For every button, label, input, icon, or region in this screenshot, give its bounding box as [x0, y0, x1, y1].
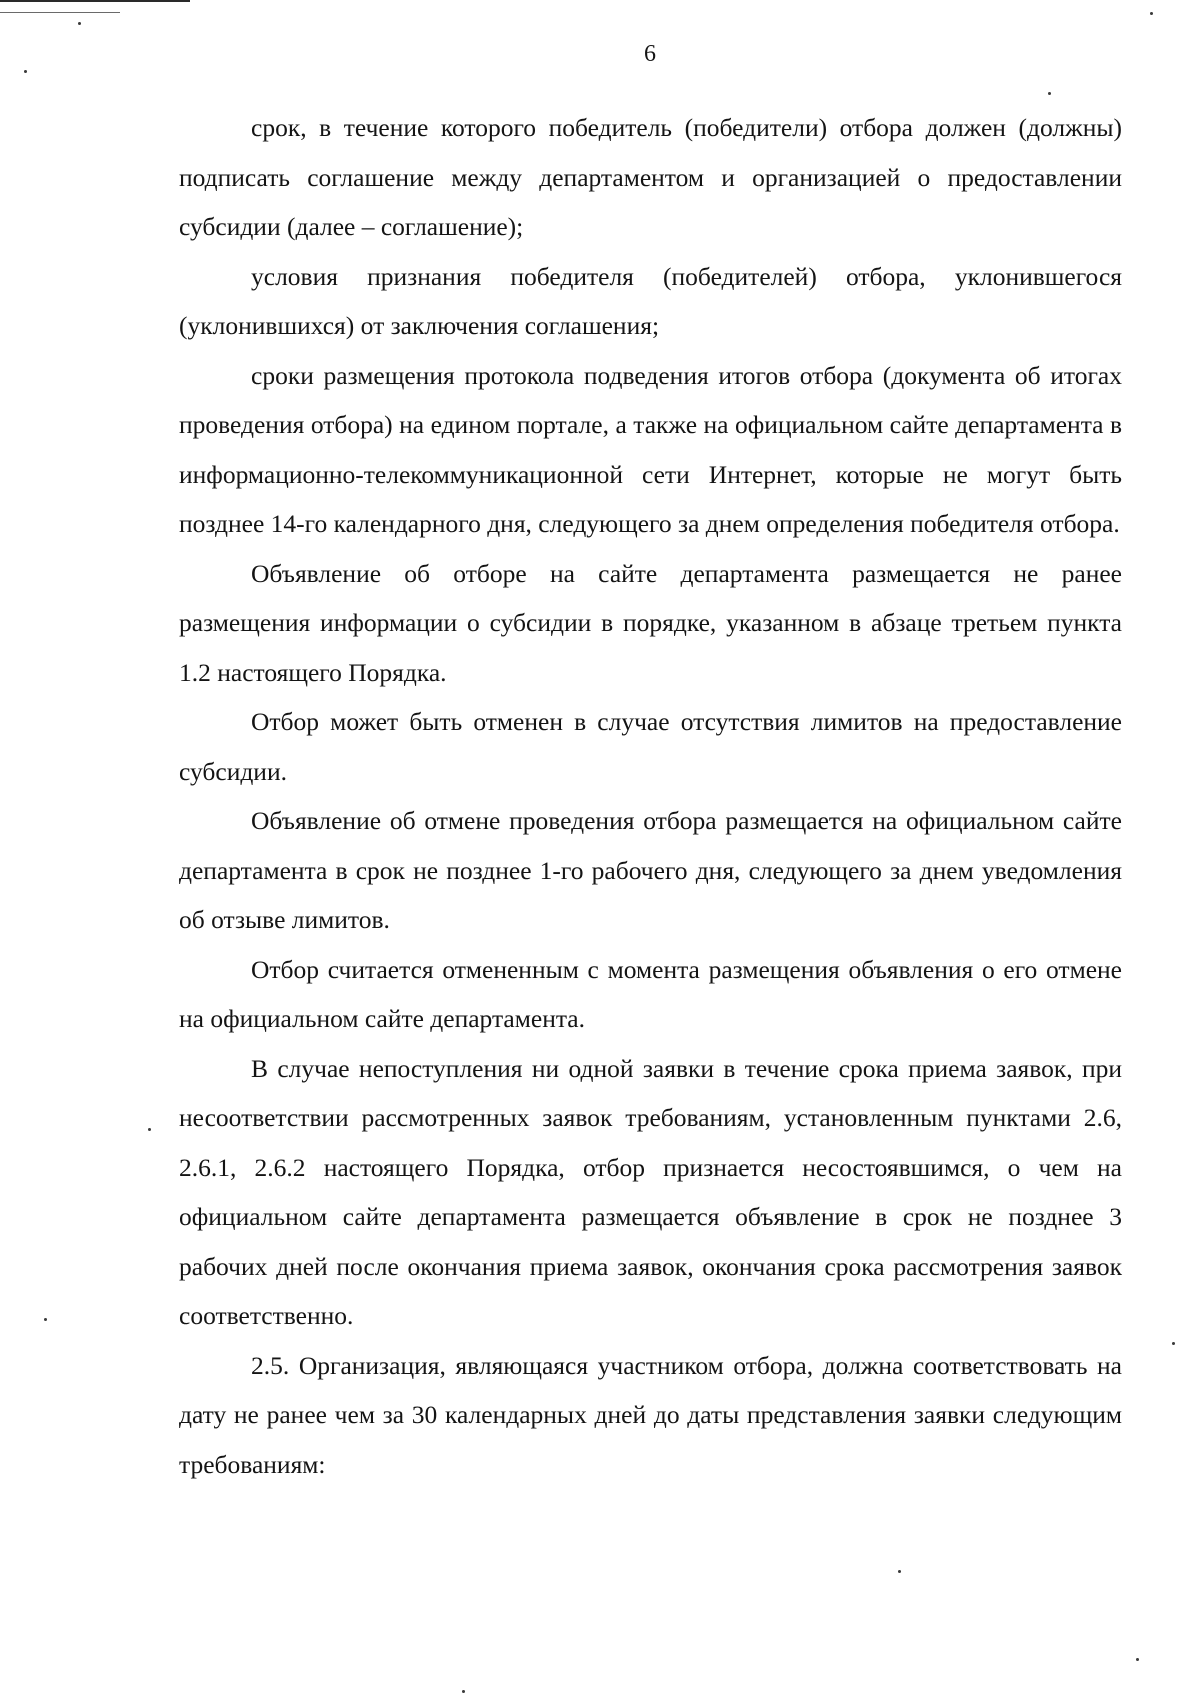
scan-speck — [24, 70, 27, 73]
scan-speck — [1136, 1658, 1139, 1661]
scan-edge-line — [0, 12, 120, 13]
scan-edge-line — [0, 0, 190, 2]
paragraph: Отбор может быть отменен в случае отсутствия лимитов на предоставление субсидии. — [179, 707, 1122, 786]
scan-speck — [462, 1690, 465, 1693]
paragraph: 2.5. Организация, являющаяся участником отбора, должна соответствовать на дату не ранее чем за 30 календарных дней до даты представления заявки следующим требованиям: — [179, 1350, 1122, 1479]
paragraph: Объявление об отборе на сайте департамента размещается не ранее размещения информации о субсидии в порядке, указанном в абзаце третьем пункта 1.2 настоящего Порядка. — [179, 558, 1122, 687]
paragraph: срок, в течение которого победитель (победители) отбора должен (должны) подписать соглашение между департаментом и организацией о предоставлении субсидии (далее – соглашение); — [179, 113, 1122, 241]
paragraph: сроки размещения протокола подведения итогов отбора (документа об итогах проведения отбора) на едином портале, а также на официальном сайте департамента в информационно-телекоммуникационной сети Интернет, которые не могут быть позднее 14-го календарного дня, следующего за днем определения победителя отбора. — [179, 360, 1122, 538]
scan-speck — [1150, 12, 1153, 15]
paragraph: условия признания победителя (победителей) отбора, уклонившегося (уклонившихся) от заключения соглашения; — [179, 261, 1122, 340]
scan-speck — [898, 1570, 901, 1573]
page-number: 6 — [644, 41, 656, 67]
paragraph: Отбор считается отмененным с момента размещения объявления о его отмене на официальном сайте департамента. — [179, 954, 1122, 1033]
document-body — [179, 103, 1122, 1489]
scan-speck — [78, 22, 81, 25]
paragraph: Объявление об отмене проведения отбора размещается на официальном сайте департамента в срок не позднее 1-го рабочего дня, следующего за днем уведомления об отзыве лимитов. — [179, 806, 1122, 934]
scan-speck — [148, 1128, 151, 1131]
scan-speck — [1172, 1342, 1175, 1345]
paragraph: В случае непоступления ни одной заявки в течение срока приема заявок, при несоответствии рассмотренных заявок требованиям, установленным пунктами 2.6, 2.6.1, 2.6.2 настоящего Порядка, отбор признается несостоявшимся, о чем на официальном сайте департамента размещается объявление в срок не позднее 3 рабочих дней после окончания приема заявок, окончания срока рассмотрения заявок соответственно. — [179, 1053, 1122, 1330]
scan-speck — [44, 1318, 47, 1321]
scan-speck — [1048, 92, 1051, 95]
